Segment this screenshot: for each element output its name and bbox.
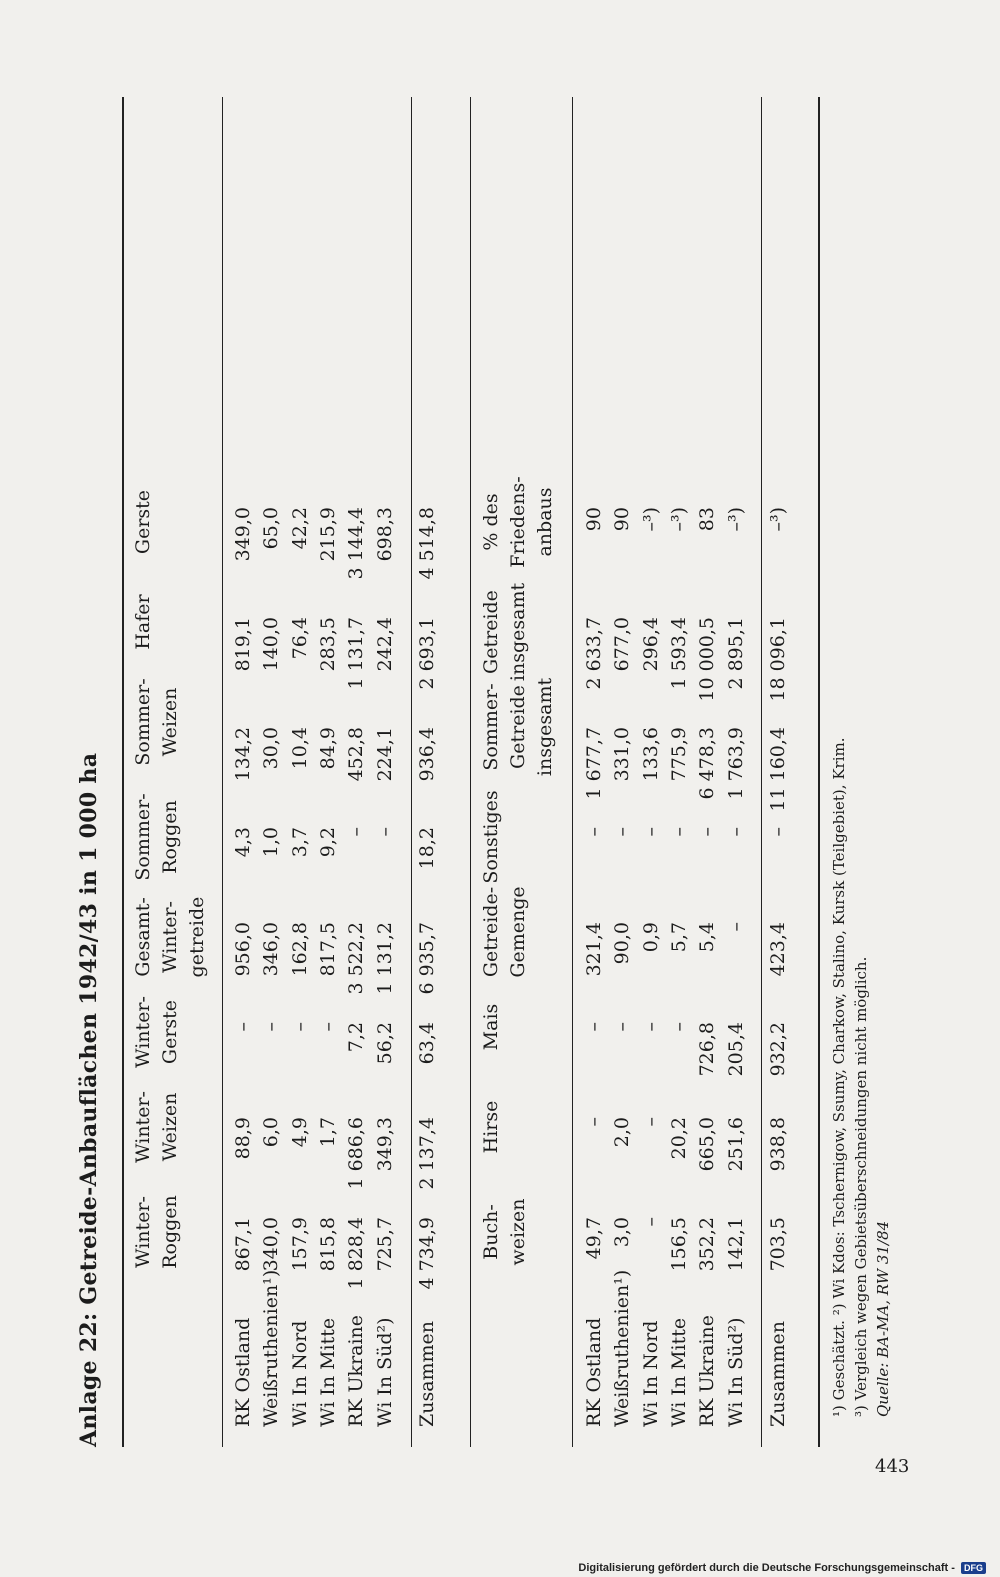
table-cell: 0,9: [639, 922, 662, 953]
total-cell: 2 693,1: [415, 617, 438, 690]
source-note: Quelle: BA-MA, RW 31/84: [874, 1220, 892, 1417]
table-cell: 83: [696, 507, 719, 532]
table-cell: 10 000,5: [696, 617, 719, 702]
total-cell: 4 734,9: [415, 1217, 438, 1290]
footer-text: Digitalisierung gefördert durch die Deutsche Forschungsgemeinschaft -: [578, 1562, 955, 1574]
table-cell: 1,0: [260, 827, 283, 858]
row-label: RK Ostland: [232, 1317, 254, 1427]
table2-col-header: Sommer- Getreide insgesamt: [480, 677, 556, 777]
table-cell: 815,8: [316, 1217, 339, 1272]
table-cell: 1 131,7: [345, 617, 368, 690]
table-cell: 283,5: [316, 617, 339, 672]
table-cell: 819,1: [232, 617, 254, 672]
table-cell: 2,0: [611, 1117, 634, 1148]
row-label: Wi In Nord: [288, 1320, 311, 1427]
table-cell: –: [583, 1117, 605, 1127]
table-cell: 205,4: [724, 1022, 747, 1077]
table-cell: 242,4: [373, 617, 396, 672]
table-row: [668, 97, 697, 1427]
table-row: [583, 97, 612, 1427]
table-cell: –: [345, 827, 368, 837]
table-cell: 5,4: [696, 922, 719, 953]
table-top-rule: [122, 97, 124, 1447]
table-row: [232, 97, 261, 1427]
table-cell: 140,0: [260, 617, 283, 672]
table-cell: 4,9: [288, 1117, 311, 1148]
table-cell: 156,5: [667, 1217, 690, 1272]
table2-total-rule: [761, 97, 762, 1447]
table-cell: 352,2: [696, 1217, 719, 1272]
table-cell: 296,4: [639, 617, 662, 672]
table-cell: –: [583, 827, 605, 837]
table-cell: 956,0: [232, 922, 254, 977]
table-cell: 1 828,4: [345, 1217, 368, 1290]
table-cell: –: [639, 1117, 662, 1127]
table-cell: 346,0: [260, 922, 283, 977]
table-cell: 134,2: [232, 727, 254, 782]
table-cell: –: [724, 922, 747, 932]
table-cell: –: [611, 827, 634, 837]
table1-col-header: Sommer- Weizen: [132, 678, 181, 766]
table-cell: 251,6: [724, 1117, 747, 1172]
dfg-logo: DFG: [961, 1562, 986, 1574]
table-cell: 10,4: [288, 727, 311, 770]
total-label: Zusammen: [415, 1320, 438, 1427]
table-cell: 665,0: [696, 1117, 719, 1172]
table-cell: 817,5: [316, 922, 339, 977]
table-cell: 2 633,7: [583, 617, 605, 690]
total-row: [416, 97, 445, 1427]
table-cell: 1 677,7: [583, 727, 605, 800]
table-cell: 775,9: [667, 727, 690, 782]
table-cell: –³): [667, 507, 690, 532]
table2-col-header: % des Friedens- anbaus: [480, 476, 556, 568]
total-cell: 63,4: [415, 1022, 438, 1065]
row-label: Wi In Nord: [639, 1320, 662, 1427]
table-cell: 452,8: [345, 727, 368, 782]
table-cell: 4,3: [232, 827, 254, 858]
table-cell: –: [639, 827, 662, 837]
page-title: Anlage 22: Getreide-Anbauflächen 1942/43 in 1 000 ha: [76, 752, 102, 1447]
table-cell: –: [316, 1022, 339, 1032]
table-cell: 133,6: [639, 727, 662, 782]
table-cell: –³): [724, 507, 747, 532]
footnote-1: ¹) Geschätzt. ²) Wi Kdos: Tschernigow, Ssumy, Charkow, Stalino, Kursk (Teilgebiet), Krim.: [830, 737, 848, 1417]
table-cell: –: [639, 1022, 662, 1032]
table2-col-header: Hirse: [480, 1100, 502, 1154]
table-cell: 6,0: [260, 1117, 283, 1148]
table-cell: 3,7: [288, 827, 311, 858]
table1-col-header: Sommer- Roggen: [132, 793, 181, 881]
table-cell: 142,1: [724, 1217, 747, 1272]
table-cell: –: [639, 1217, 662, 1227]
table-cell: 84,9: [316, 727, 339, 770]
table-cell: 3 522,2: [345, 922, 368, 995]
table-row: [640, 97, 669, 1427]
row-label: Wi In Süd²): [373, 1317, 396, 1427]
footnotes: [828, 738, 894, 1417]
table-cell: –: [667, 827, 690, 837]
table-cell: 76,4: [288, 617, 311, 660]
table-cell: 726,8: [696, 1022, 719, 1077]
table-cell: 56,2: [373, 1022, 396, 1065]
table1-col-header: Winter- Roggen: [132, 1195, 181, 1269]
total-cell: –: [766, 827, 789, 837]
table-cell: 7,2: [345, 1022, 368, 1053]
table-cell: 3,0: [611, 1217, 634, 1248]
table-cell: 88,9: [232, 1117, 254, 1160]
table1-total-rule: [411, 97, 412, 1447]
table-cell: 6 478,3: [696, 727, 719, 800]
table-cell: –: [373, 827, 396, 837]
total-cell: 11 160,4: [766, 727, 789, 812]
table2-col-header: Mais: [480, 1003, 502, 1051]
total-cell: 423,4: [766, 922, 789, 977]
table-cell: 5,7: [667, 922, 690, 953]
table-cell: 90: [611, 507, 634, 532]
page-number: 443: [875, 1456, 910, 1477]
total-cell: 6 935,7: [415, 922, 438, 995]
table-cell: 331,0: [611, 727, 634, 782]
table-cell: 65,0: [260, 507, 283, 550]
table-cell: 1 763,9: [724, 727, 747, 800]
table-cell: 224,1: [373, 727, 396, 782]
table-cell: 321,4: [583, 922, 605, 977]
row-label: RK Ostland: [583, 1317, 605, 1427]
table-cell: –: [583, 1022, 605, 1032]
table-cell: 3 144,4: [345, 507, 368, 580]
table2-col-header: Getreide insgesamt: [480, 582, 529, 682]
table2-col-header: Buch- weizen: [480, 1198, 529, 1266]
total-cell: 703,5: [766, 1217, 789, 1272]
table-cell: 42,2: [288, 507, 311, 550]
table1-col-header: Winter- Weizen: [132, 1091, 181, 1163]
table-cell: 1,7: [316, 1117, 339, 1148]
table-cell: –: [724, 827, 747, 837]
row-label: Weißruthenien¹): [611, 1269, 634, 1427]
total-cell: –³): [766, 507, 789, 532]
table-cell: 162,8: [288, 922, 311, 977]
row-label: Wi In Süd²): [724, 1317, 747, 1427]
table1-col-header: Winter- Gerste: [132, 996, 181, 1068]
table1-col-header: Gerste: [132, 489, 154, 555]
table1-header-rule: [222, 97, 223, 1447]
table-cell: 90: [583, 507, 605, 532]
table-row: [611, 97, 640, 1427]
table-cell: 2 895,1: [724, 617, 747, 690]
table-cell: –: [232, 1022, 254, 1032]
table-cell: 1 131,2: [373, 922, 396, 995]
total-label: Zusammen: [766, 1320, 789, 1427]
total-row: [767, 97, 796, 1427]
table-cell: 698,3: [373, 507, 396, 562]
table-row: [289, 97, 318, 1427]
table-row: [317, 97, 346, 1427]
table-cell: 349,3: [373, 1117, 396, 1172]
total-cell: 18,2: [415, 827, 438, 870]
table-cell: 340,0: [260, 1217, 283, 1272]
table-cell: 1 593,4: [667, 617, 690, 690]
table-cell: 90,0: [611, 922, 634, 965]
table2-col-header: Sonstiges: [480, 790, 502, 884]
footer-credit: [578, 1562, 986, 1574]
table-cell: 349,0: [232, 507, 254, 562]
table-cell: 867,1: [232, 1217, 254, 1272]
total-cell: 932,2: [766, 1022, 789, 1077]
total-cell: 4 514,8: [415, 507, 438, 580]
total-cell: 938,8: [766, 1117, 789, 1172]
footnote-2: ³) Vergleich wegen Gebietsüberschneidungen nicht möglich.: [852, 956, 870, 1417]
table-row: [725, 97, 754, 1427]
table-bottom-rule: [818, 97, 820, 1447]
total-cell: 2 137,4: [415, 1117, 438, 1190]
total-cell: 936,4: [415, 727, 438, 782]
table-cell: –³): [639, 507, 662, 532]
table-cell: 9,2: [316, 827, 339, 858]
table-cell: 725,7: [373, 1217, 396, 1272]
table1-col-header: Hafer: [132, 594, 154, 650]
table-cell: 20,2: [667, 1117, 690, 1160]
row-label: Wi In Mitte: [667, 1317, 690, 1427]
table-row: [260, 97, 289, 1427]
table-cell: –: [667, 1022, 690, 1032]
table2-col-header: Getreide- Gemenge: [480, 886, 529, 978]
table2-header-rule: [572, 97, 573, 1447]
table2-top-rule: [470, 97, 471, 1447]
total-cell: 18 096,1: [766, 617, 789, 702]
table-cell: 49,7: [583, 1217, 605, 1260]
table-cell: 215,9: [316, 507, 339, 562]
row-label: RK Ukraine: [345, 1314, 368, 1427]
table-cell: 30,0: [260, 727, 283, 770]
table-cell: –: [288, 1022, 311, 1032]
table-row: [696, 97, 725, 1427]
table1-col-header: Gesamt- Winter- getreide: [132, 896, 208, 978]
table-row: [374, 97, 403, 1427]
row-label: Wi In Mitte: [316, 1317, 339, 1427]
table-cell: 157,9: [288, 1217, 311, 1272]
table-cell: –: [260, 1022, 283, 1032]
table-cell: –: [696, 827, 719, 837]
row-label: Weißruthenien¹): [260, 1269, 283, 1427]
row-label: RK Ukraine: [696, 1314, 719, 1427]
table-cell: 677,0: [611, 617, 634, 672]
table-cell: 1 686,6: [345, 1117, 368, 1190]
table-row: [345, 97, 374, 1427]
table-cell: –: [611, 1022, 634, 1032]
